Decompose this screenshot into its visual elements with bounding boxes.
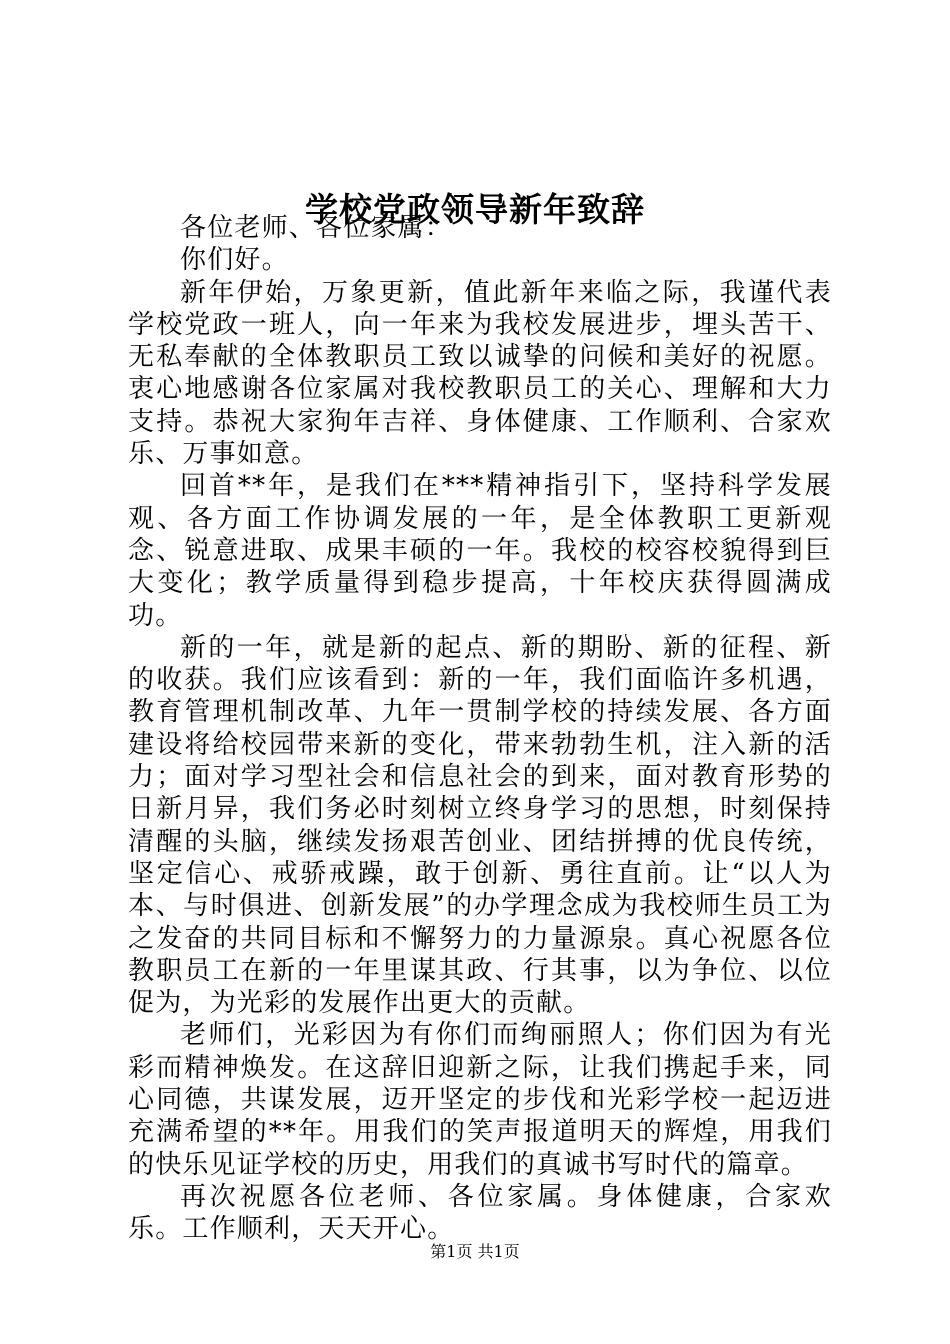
document-body bbox=[128, 212, 832, 1246]
paragraph-teachers: 老师们，光彩因为有你们而绚丽照人；你们因为有光彩而精神焕发。在这辞旧迎新之际，让我们携起手来，同心同德，共谋发展，迈开坚定的步伐和光彩学校一起迈进充满希望的**年。用我们的笑声报道明天的辉煌，用我们的快乐见证学校的历史，用我们的真诚书写时代的篇章。 bbox=[128, 1020, 832, 1180]
paragraph-closing: 再次祝愿各位老师、各位家属。身体健康，合家欢乐。工作顺利，天天开心。 bbox=[128, 1181, 832, 1245]
page-number-footer: 第1页 共1页 bbox=[430, 1242, 520, 1261]
paragraph-review: 回首**年，是我们在***精神指引下，坚持科学发展观、各方面工作协调发展的一年，是全体教职工更新观念、锐意进取、成果丰硕的一年。我校的校容校貌得到巨大变化；教学质量得到稳步提高，十年校庆获得圆满成功。 bbox=[128, 471, 832, 631]
document-title: 学校党政领导新年致辞 bbox=[305, 190, 645, 229]
paragraph-greeting: 你们好。 bbox=[180, 245, 289, 276]
paragraph-salutation: 各位老师、各位家属： bbox=[180, 213, 453, 243]
paragraph-outlook: 新的一年，就是新的起点、新的期盼、新的征程、新的收获。我们应该看到：新的一年，我们面临许多机遇，教育管理机制改革、九年一贯制学校的持续发展、各方面建设将给校园带来新的变化，带来勃勃生机，注入新的活力；面对学习型社会和信息社会的到来，面对教育形势的日新月异，我们务必时刻树立终身学习的思想，时刻保持清醒的头脑，继续发扬艰苦创业、团结拼搏的优良传统，坚定信心、戒骄戒躁，敢于创新、勇往直前。让“以人为本、与时俱进、创新发展”的办学理念成为我校师生员工为之发奋的共同目标和不懈努力的力量源泉。真心祝愿各位教职员工在新的一年里谋其政、行其事，以为争位、以位促为，为光彩的发展作出更大的贡献。 bbox=[128, 632, 832, 1019]
paragraph-new-year-wishes: 新年伊始，万象更新，值此新年来临之际，我谨代表学校党政一班人，向一年来为我校发展进步，埋头苦干、无私奉献的全体教职员工致以诚挚的问候和美好的祝愿。衷心地感谢各位家属对我校教职员工的关心、理解和大力支持。恭祝大家狗年吉祥、身体健康、工作顺利、合家欢乐、万事如意。 bbox=[128, 277, 832, 470]
